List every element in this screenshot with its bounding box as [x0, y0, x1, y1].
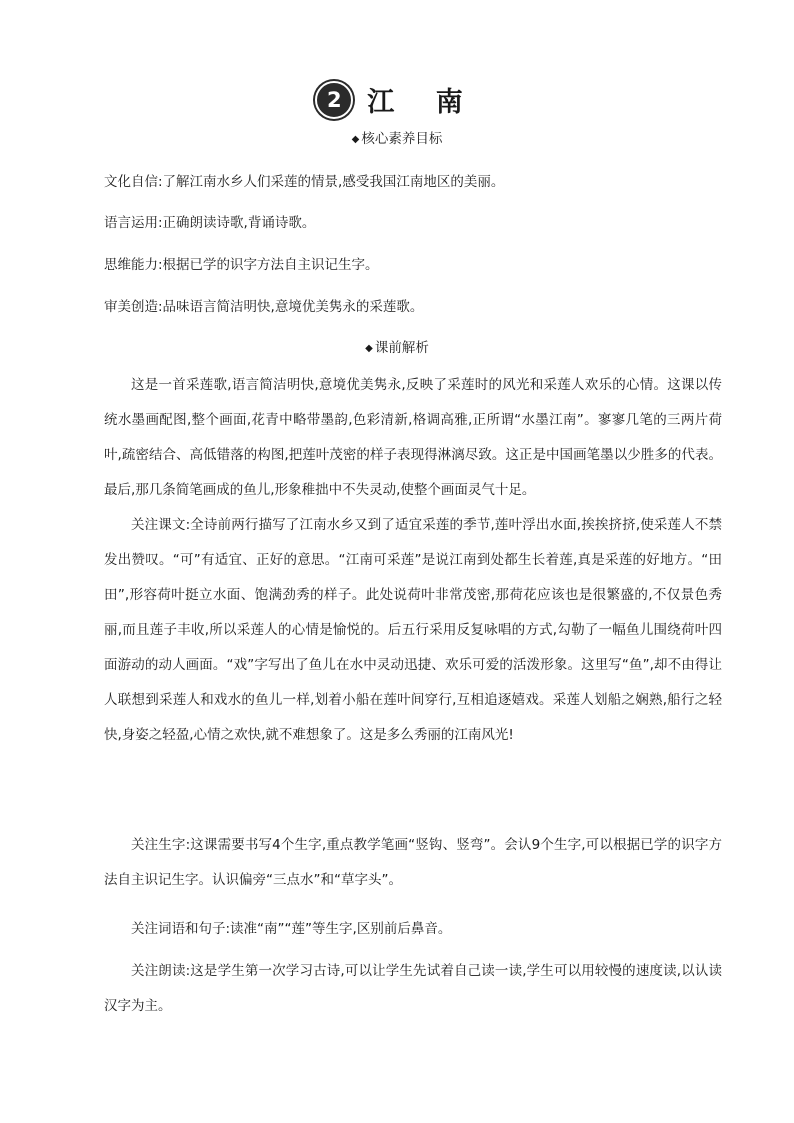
pre-lesson-analysis-heading-text: 课前解析: [374, 340, 429, 356]
analysis-paragraph: 这是一首采莲歌,语言简洁明快,意境优美隽永,反映了采莲时的风光和采莲人欢乐的心情。这课以传统水墨画配图,整个画面,花青中略带墨韵,色彩清新,格调高雅,正所谓“水墨江南”。寥寥几笔的三两片荷叶,疏密结合、高低错落的构图,把莲叶茂密的样子表现得淋漓尽致。这正是中国画笔墨以少胜多的代表。最后,那几条简笔画成的鱼儿,形象稚拙中不失灵动,使整个画面灵气十足。: [104, 377, 722, 498]
goal-item: 审美创造:品味语言简洁明快,意境优美隽永的采莲歌。: [104, 299, 424, 315]
goal-item: 思维能力:根据已学的识字方法自主识记生字。: [104, 257, 379, 273]
lesson-number-badge: 2: [315, 81, 353, 119]
analysis-paragraph: 关注生字:这课需要书写4个生字,重点教学笔画“竖钩、竖弯”。会认9个生字,可以根据已学的识字方法自主识记生字。认识偏旁“三点水”和“草字头”。: [104, 837, 722, 888]
goal-item: 语言运用:正确朗读诗歌,背诵诗歌。: [104, 215, 316, 231]
pre-lesson-analysis-heading: [0, 336, 794, 356]
goal-item: 文化自信:了解江南水乡人们采莲的情景,感受我国江南地区的美丽。: [104, 174, 505, 190]
diamond-bullet-icon: ◆: [351, 134, 360, 145]
lesson-title: 江 南: [367, 87, 479, 118]
core-goals-heading-text: 核心素养目标: [361, 131, 443, 147]
core-goals-heading: [0, 127, 794, 147]
analysis-paragraph: 关注课文:全诗前两行描写了江南水乡又到了适宜采莲的季节,莲叶浮出水面,挨挨挤挤,使采莲人不禁发出赞叹。“可”有适宜、正好的意思。“江南可采莲”是说江南到处都生长着莲,真是采莲的好地方。“田田”,形容荷叶挺立水面、饱满劲秀的样子。此处说荷叶非常茂密,那荷花应该也是很繁盛的,不仅景色秀丽,而且莲子丰收,所以采莲人的心情是愉悦的。后五行采用反复咏唱的方式,勾勒了一幅鱼儿围绕荷叶四面游动的动人画面。“戏”字写出了鱼儿在水中灵动迅捷、欢乐可爱的活泼形象。这里写“鱼”,却不由得让人联想到采莲人和戏水的鱼儿一样,划着小船在莲叶间穿行,互相追逐嬉戏。采莲人划船之娴熟,船行之轻快,身姿之轻盈,心情之欢快,就不难想象了。这是多么秀丽的江南风光!: [104, 517, 722, 743]
diamond-bullet-icon: ◆: [365, 343, 373, 354]
analysis-paragraph: 关注朗读:这是学生第一次学习古诗,可以让学生先试着自己读一读,学生可以用较慢的速度读,以认读汉字为主。: [104, 963, 722, 1014]
lesson-title-row: [0, 80, 794, 119]
analysis-paragraph: 关注词语和句子:读准“南”“莲”等生字,区别前后鼻音。: [131, 921, 452, 937]
